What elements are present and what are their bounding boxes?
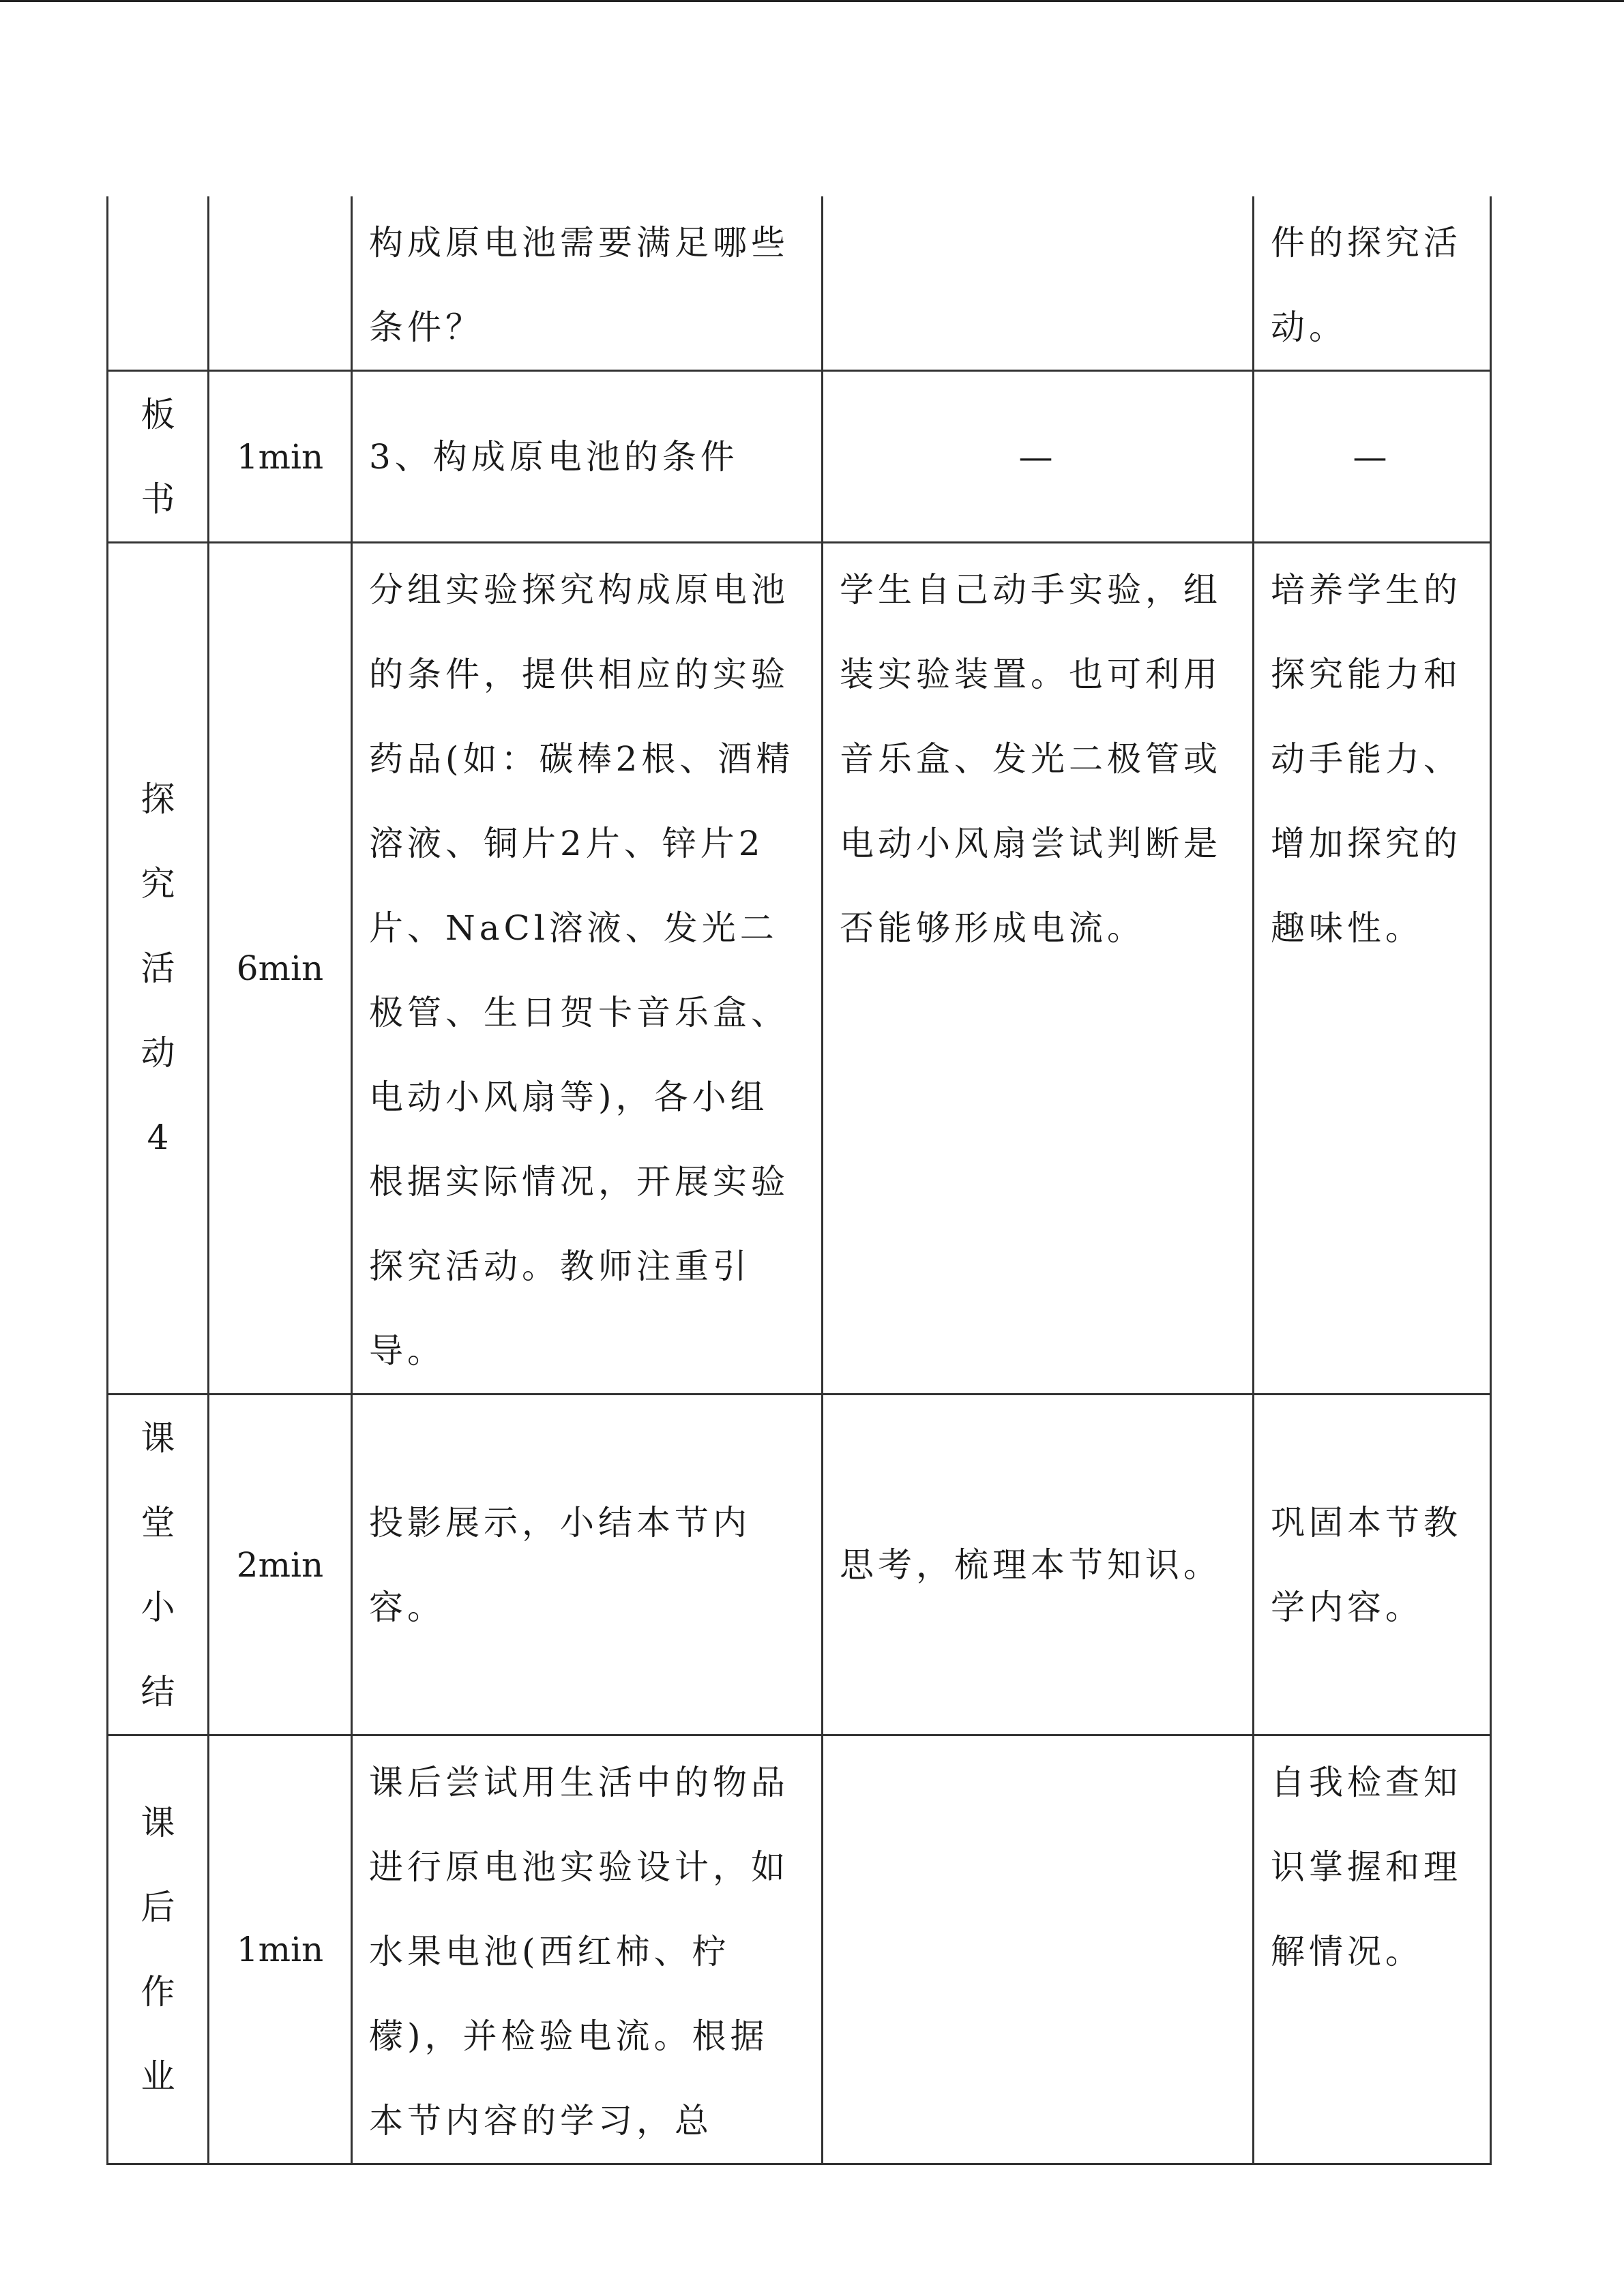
table-row-blackboard [108, 371, 1491, 543]
student-activity-cell [823, 1735, 1254, 2164]
table-row-class-summary [108, 1395, 1491, 1735]
table-row-continued [108, 196, 1491, 371]
time-cell: 2min [209, 1395, 352, 1735]
teacher-activity-cell: 构成原电池需要满足哪些条件？ [352, 196, 823, 371]
teacher-activity-cell: 课后尝试用生活中的物品进行原电池实验设计，如水果电池(西红柿、柠檬)，并检验电流。根据本节内容的学习，总 [352, 1735, 823, 2164]
table-row-homework [108, 1735, 1491, 2164]
page-top-border [0, 0, 1624, 2]
design-purpose-cell: — [1254, 371, 1491, 543]
time-cell: 6min [209, 543, 352, 1395]
stage-cell: 探究活动4 [108, 543, 209, 1395]
time-cell: 1min [209, 371, 352, 543]
teacher-activity-cell: 3、构成原电池的条件 [352, 371, 823, 543]
design-purpose-cell: 件的探究活动。 [1254, 196, 1491, 371]
stage-cell: 课堂小结 [108, 1395, 209, 1735]
student-activity-cell: 学生自己动手实验，组装实验装置。也可利用音乐盒、发光二极管或电动小风扇尝试判断是否能够形成电流。 [823, 543, 1254, 1395]
design-purpose-cell: 自我检查知识掌握和理解情况。 [1254, 1735, 1491, 2164]
stage-cell [108, 196, 209, 371]
student-activity-cell [823, 196, 1254, 371]
time-cell: 1min [209, 1735, 352, 2164]
student-activity-cell: 思考，梳理本节知识。 [823, 1395, 1254, 1735]
table-row-inquiry-activity [108, 543, 1491, 1395]
teacher-activity-cell: 投影展示，小结本节内容。 [352, 1395, 823, 1735]
lesson-plan-table [106, 196, 1492, 2165]
time-cell [209, 196, 352, 371]
design-purpose-cell: 培养学生的探究能力和动手能力、增加探究的趣味性。 [1254, 543, 1491, 1395]
stage-cell: 课后作业 [108, 1735, 209, 2164]
student-activity-cell: — [823, 371, 1254, 543]
design-purpose-cell: 巩固本节教学内容。 [1254, 1395, 1491, 1735]
stage-cell: 板书 [108, 371, 209, 543]
teacher-activity-cell: 分组实验探究构成原电池的条件，提供相应的实验药品(如：碳棒2根、酒精溶液、铜片2片、锌片2片、NaCl溶液、发光二极管、生日贺卡音乐盒、电动小风扇等)，各小组根据实际情况，开展实验探究活动。教师注重引导。 [352, 543, 823, 1395]
